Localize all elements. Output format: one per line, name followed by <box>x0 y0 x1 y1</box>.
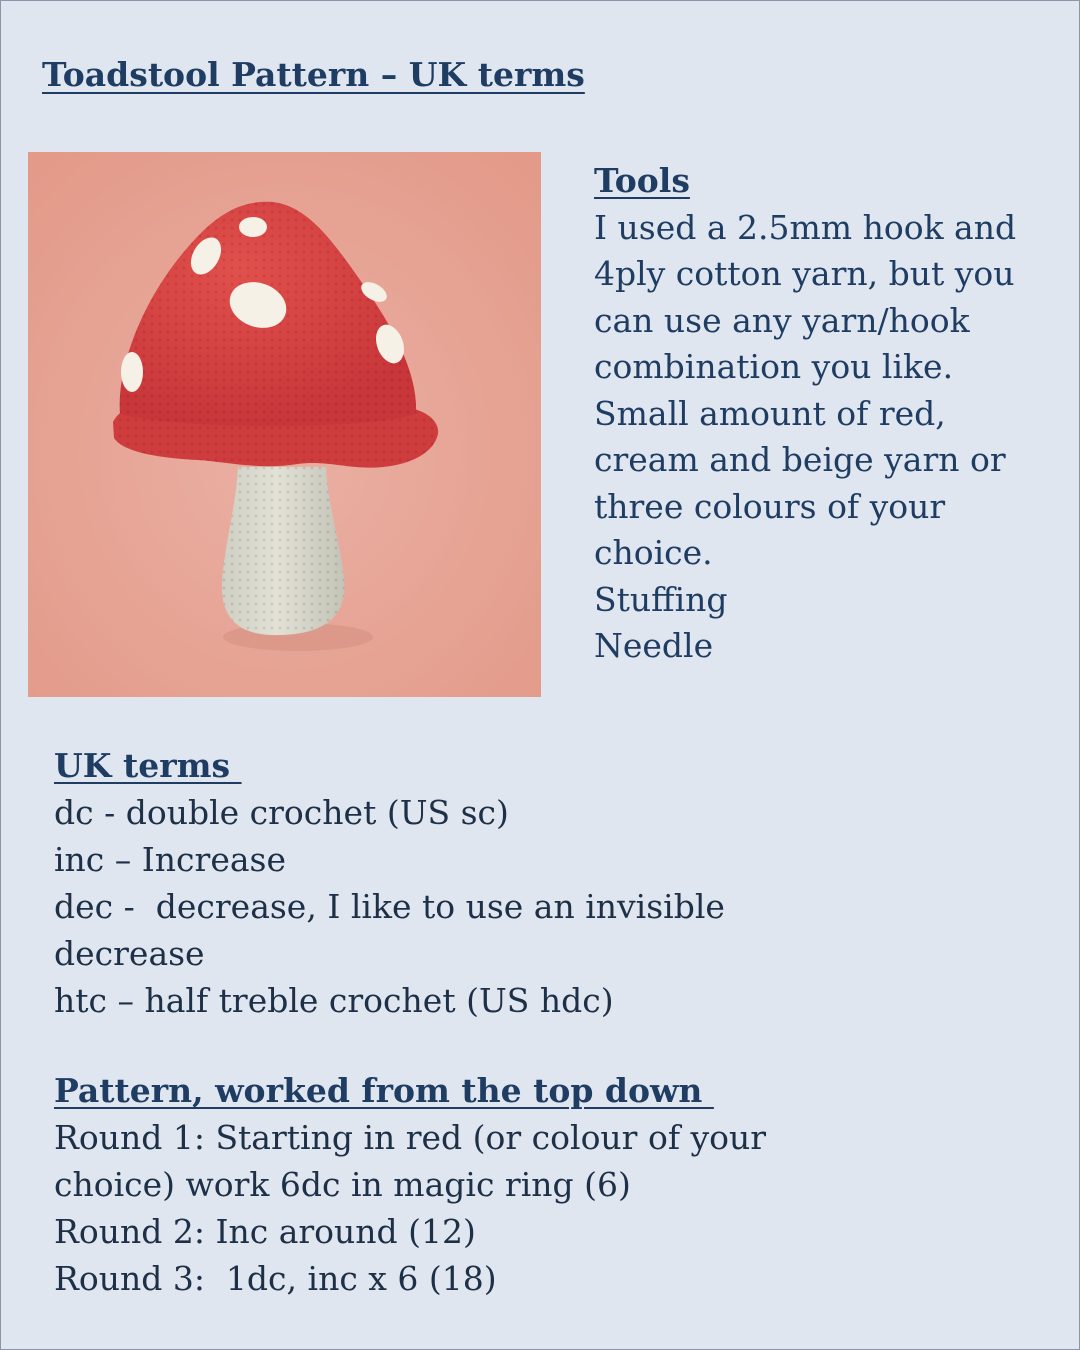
term-line: inc – Increase <box>54 840 286 879</box>
term-line: dc - double crochet (US sc) <box>54 793 509 832</box>
tools-line: Needle <box>594 626 714 665</box>
pattern-round: choice) work 6dc in magic ring (6) <box>54 1165 631 1204</box>
tools-line: 4ply cotton yarn, but you <box>594 254 1015 293</box>
tools-line: Small amount of red, <box>594 393 946 433</box>
pattern-round: Round 2: Inc around (12) <box>54 1212 476 1251</box>
uk-terms-heading: UK terms <box>54 746 242 785</box>
tools-line: I used a 2.5mm hook and <box>594 207 1017 247</box>
tools-line: Stuffing <box>594 579 728 619</box>
tools-line: combination you like. <box>594 347 954 386</box>
term-line: dec - decrease, I like to use an invisible <box>54 887 725 926</box>
pattern-round: Round 3: 1dc, inc x 6 (18) <box>54 1259 497 1298</box>
toadstool-photo <box>28 152 541 697</box>
tools-section <box>594 158 1064 670</box>
uk-terms-section <box>54 742 1044 1024</box>
pattern-heading: Pattern, worked from the top down <box>54 1071 714 1110</box>
tools-heading: Tools <box>594 161 690 200</box>
pattern-section <box>54 1067 1044 1302</box>
tools-line: choice. <box>594 533 713 572</box>
tools-line: can use any yarn/hook <box>594 300 970 340</box>
tools-line: three colours of your <box>594 486 946 526</box>
pattern-round: Round 1: Starting in red (or colour of your <box>54 1118 767 1157</box>
term-line: htc – half treble crochet (US hdc) <box>54 981 614 1020</box>
term-line: decrease <box>54 934 205 973</box>
tools-line: cream and beige yarn or <box>594 440 1006 479</box>
page-title: Toadstool Pattern – UK terms <box>42 55 585 94</box>
